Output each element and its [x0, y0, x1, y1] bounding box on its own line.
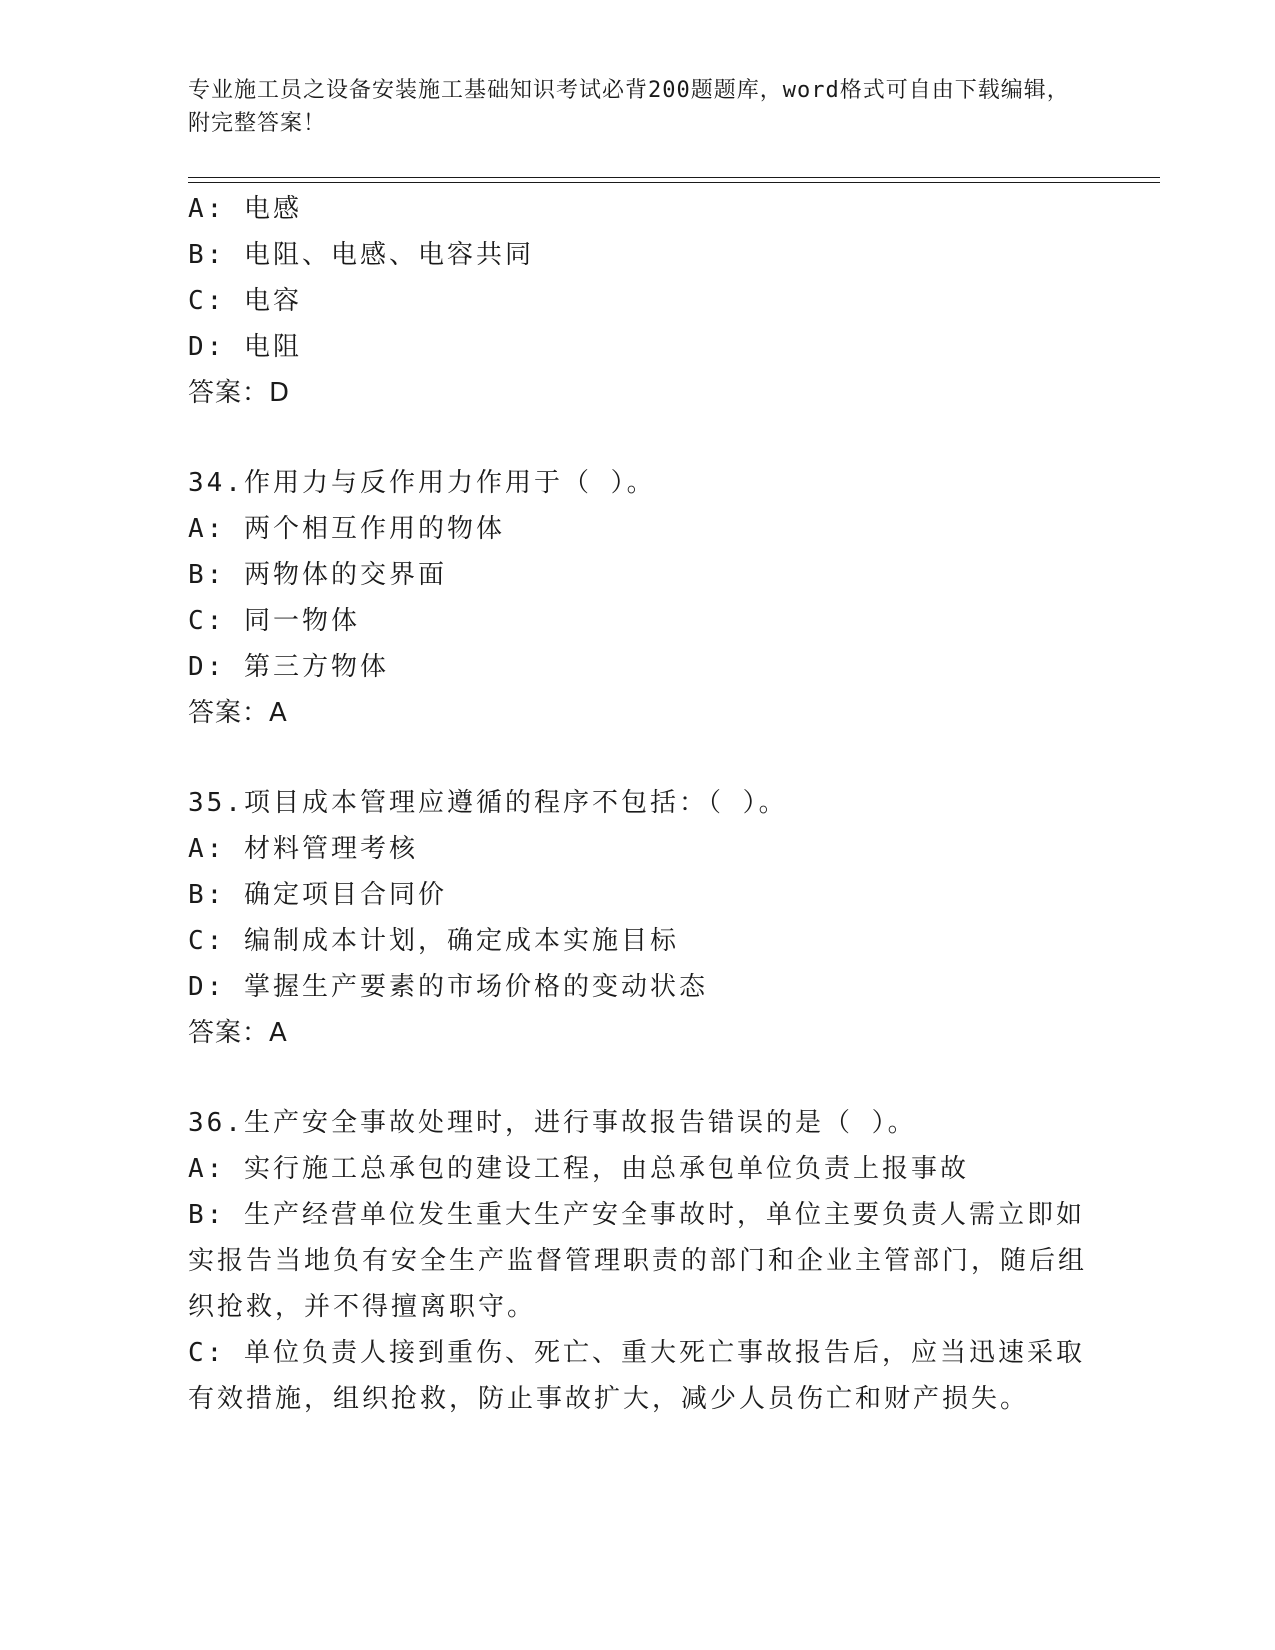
option-b: B: 确定项目合同价 [188, 880, 447, 910]
question-stem: 35.项目成本管理应遵循的程序不包括：（ ）。 [188, 788, 788, 818]
option-b: B: 生产经营单位发生重大生产安全事故时，单位主要负责人需立即如实报告当地负有安全生产监督管理职责的部门和企业主管部门，随后组织抢救，并不得擅离职守。 [188, 1200, 1088, 1322]
option-a: A: 实行施工总承包的建设工程，由总承包单位负责上报事故 [188, 1154, 969, 1184]
option-c: C: 单位负责人接到重伤、死亡、重大死亡事故报告后，应当迅速采取有效措施，组织抢救，防止事故扩大，减少人员伤亡和财产损失。 [188, 1338, 1085, 1414]
option-b: B: 两物体的交界面 [188, 560, 447, 590]
option-b: B: 电阻、电感、电容共同 [188, 240, 534, 270]
option-c: C: 同一物体 [188, 606, 360, 636]
answer-line: 答案：A [188, 1018, 288, 1048]
question-stem: 36.生产安全事故处理时，进行事故报告错误的是（ ）。 [188, 1108, 917, 1138]
answer-line: 答案：A [188, 698, 288, 728]
option-d: D: 电阻 [188, 332, 302, 362]
option-d: D: 第三方物体 [188, 652, 389, 682]
option-c: C: 电容 [188, 286, 302, 316]
question-stem: 34.作用力与反作用力作用于（ ）。 [188, 468, 656, 498]
header-title: 专业施工员之设备安装施工基础知识考试必背200题题库，word格式可自由下载编辑，附完整答案！ [188, 78, 1070, 136]
question-list [188, 186, 1088, 1422]
option-d: D: 掌握生产要素的市场价格的变动状态 [188, 972, 708, 1002]
option-a: A: 材料管理考核 [188, 834, 418, 864]
question-block [188, 186, 1088, 416]
header-divider [188, 177, 1160, 183]
option-a: A: 两个相互作用的物体 [188, 514, 505, 544]
question-block [188, 460, 1088, 736]
question-block [188, 1100, 1088, 1422]
document-header [188, 74, 1088, 140]
question-block [188, 780, 1088, 1056]
option-c: C: 编制成本计划，确定成本实施目标 [188, 926, 679, 956]
answer-line: 答案：D [188, 378, 291, 408]
option-a: A: 电感 [188, 194, 302, 224]
